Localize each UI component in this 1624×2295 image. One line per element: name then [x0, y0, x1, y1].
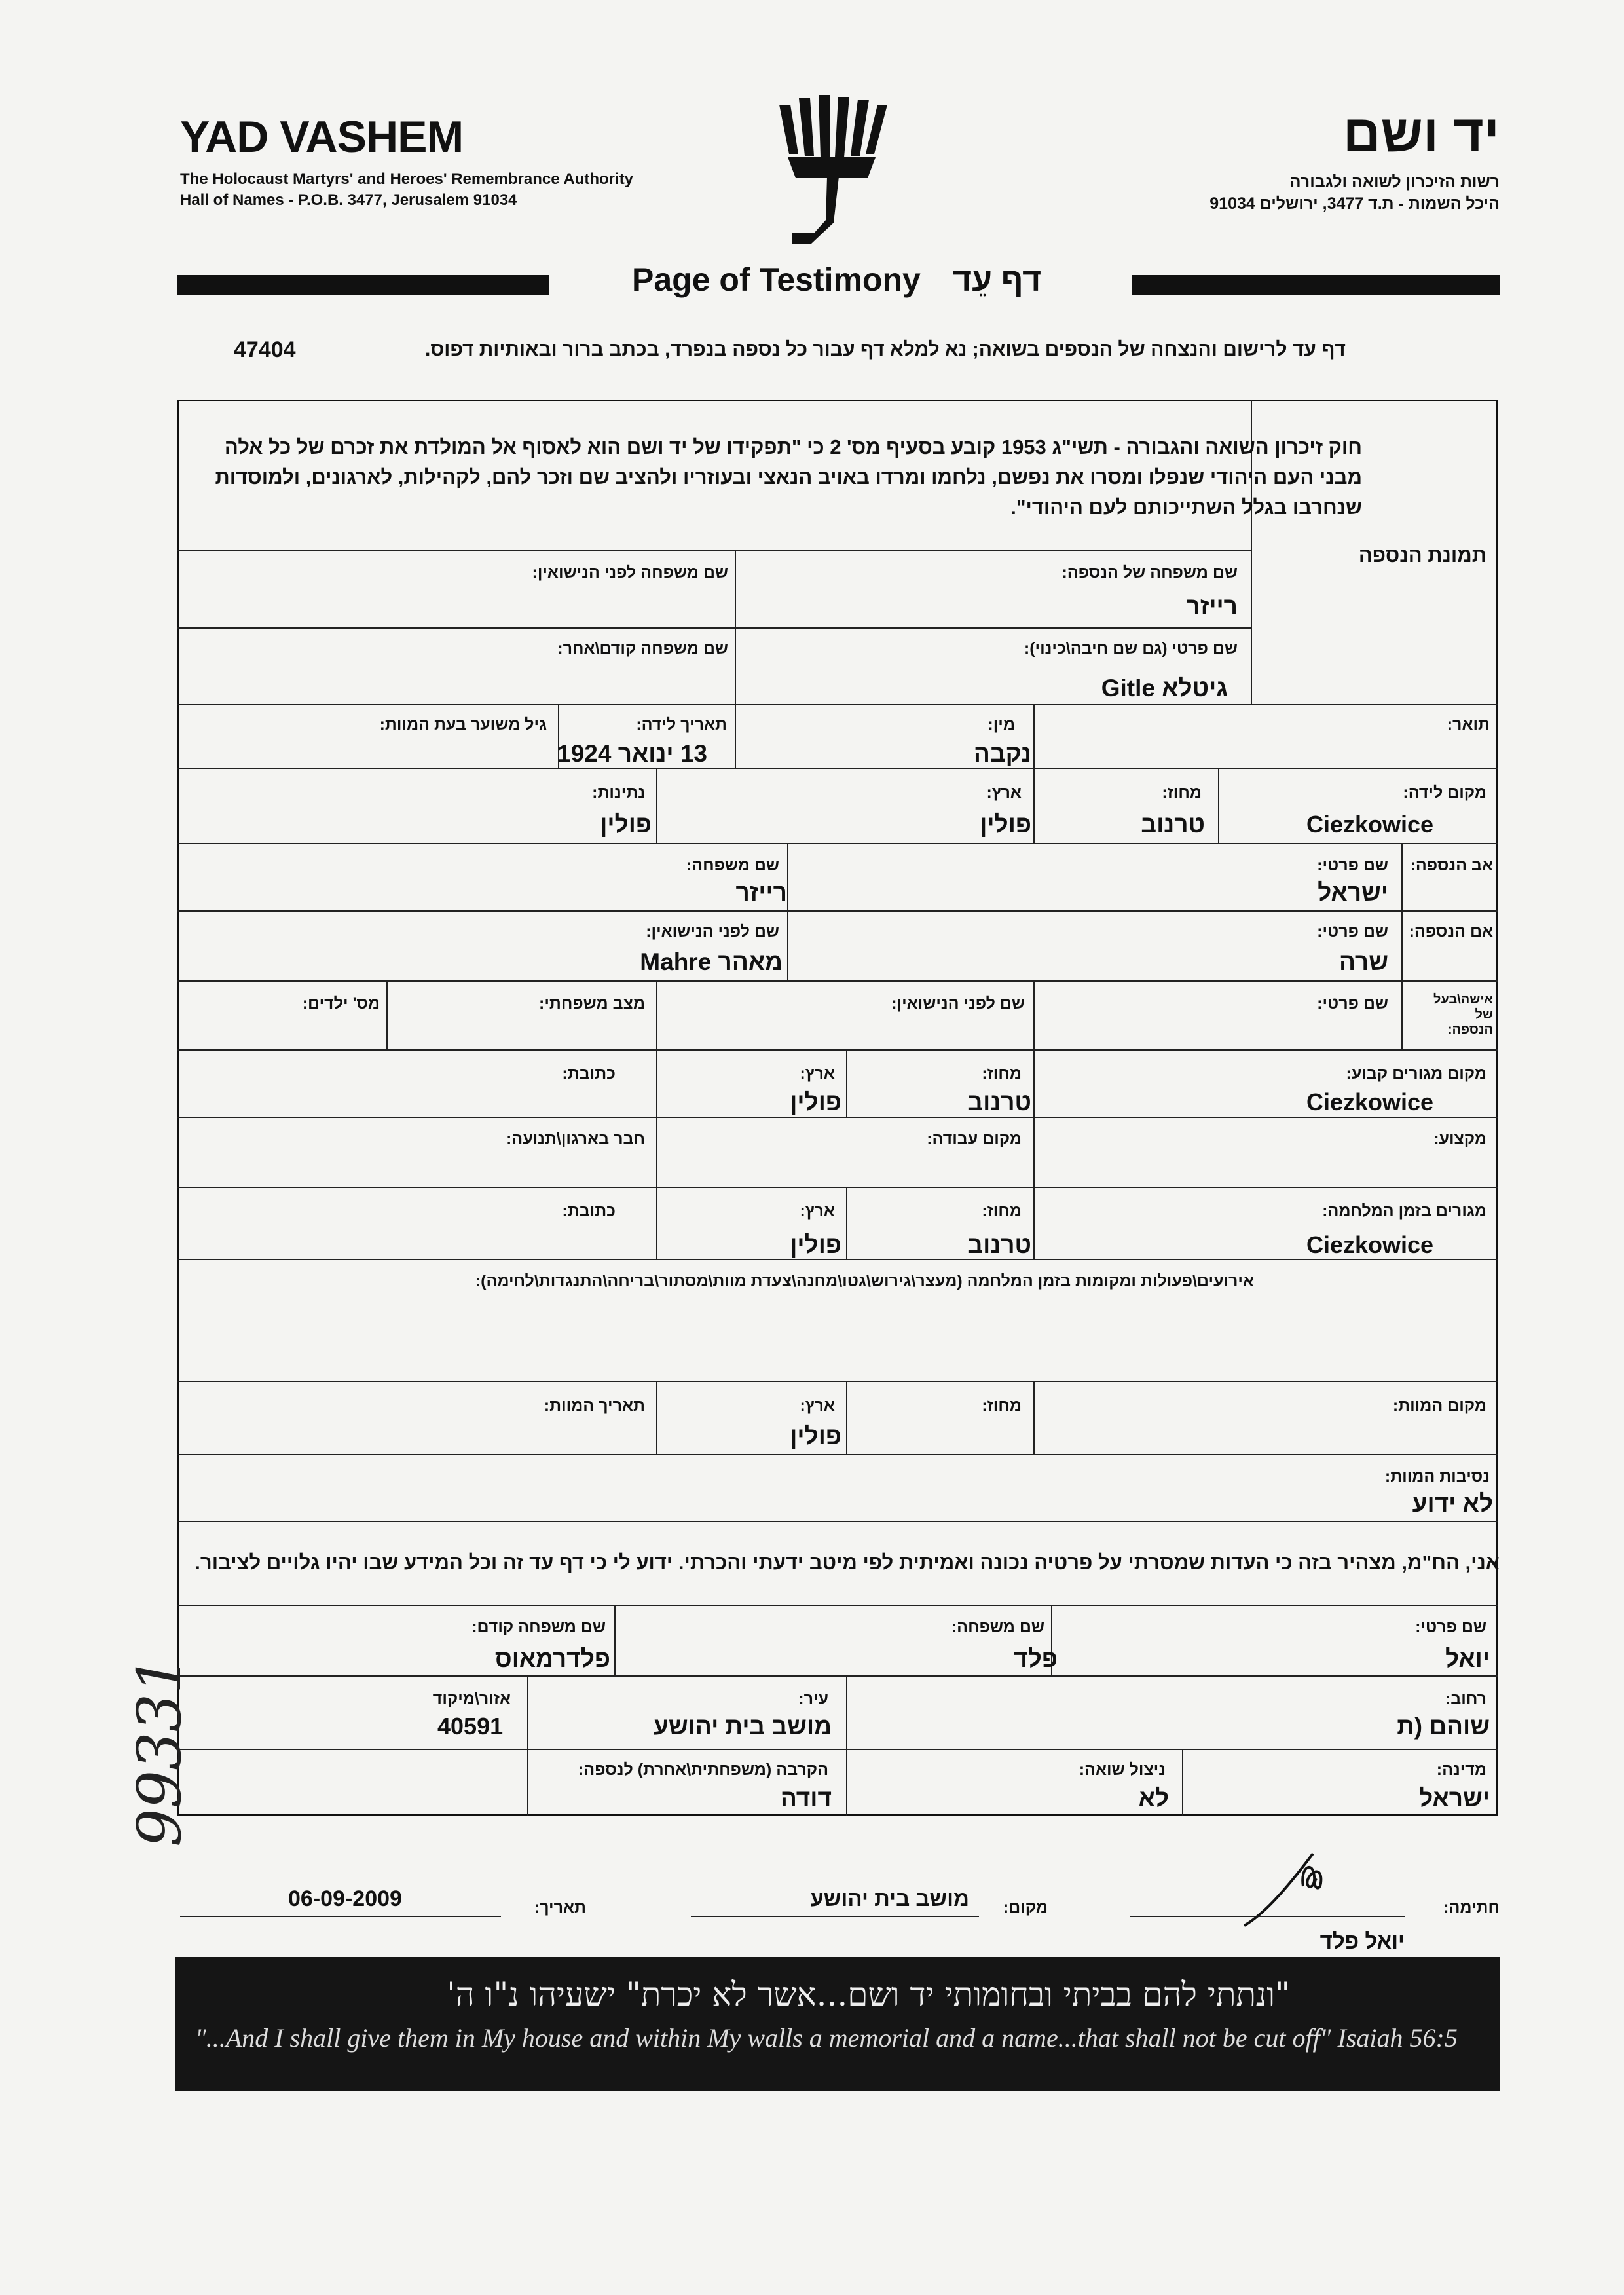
signature-label: חתימה: [1443, 1898, 1500, 1916]
row-line [177, 980, 1498, 982]
col-line [1401, 843, 1403, 1049]
first-name-label: שם פרטי (גם שם חיבה\כינוי): [1024, 639, 1238, 658]
hebrew-subtitle [1209, 172, 1500, 215]
city-label: עיר: [798, 1690, 828, 1708]
war-residence-label: מגורים בזמן המלחמה: [1322, 1202, 1486, 1220]
relation-label: הקרבה (משפחתית\אחרת) לנספה: [578, 1761, 828, 1779]
submitter-surname-value[interactable]: פלד [1014, 1645, 1058, 1672]
row-line [177, 1049, 1498, 1051]
father-first-label: שם פרטי: [1317, 856, 1388, 874]
margin-handwritten-number: 99331 [124, 1655, 194, 1847]
col-line [656, 1187, 657, 1259]
war-district-label: מחוז: [982, 1202, 1022, 1220]
row-line [177, 1749, 1498, 1750]
submitter-first-label: שם פרטי: [1415, 1618, 1486, 1636]
war-address-label: כתובת: [562, 1202, 616, 1220]
row-line [177, 1117, 1498, 1118]
col-line [1033, 980, 1035, 1049]
place-value[interactable]: מושב בית יהושע [810, 1886, 969, 1911]
family-name-label: שם משפחה של הנספה: [1061, 563, 1238, 582]
war-country-label: ארץ: [800, 1202, 835, 1220]
father-first-value[interactable]: ישראל [1318, 879, 1388, 906]
profession-label: מקצוע: [1433, 1130, 1486, 1148]
spouse-first-label: שם פרטי: [1317, 994, 1388, 1013]
footer-english-quote: "...And I shall give them in My house and within My walls a memorial and a name...that shall not be cut off" Isaiah 56:5 [195, 2023, 1458, 2053]
place-line [691, 1916, 979, 1917]
relation-value[interactable]: דודה [780, 1785, 832, 1812]
perm-country-value[interactable]: פולין [790, 1089, 841, 1115]
header-bar-right [1132, 275, 1500, 295]
perm-district-value[interactable]: טרנוב [967, 1089, 1031, 1115]
row-line [177, 1187, 1498, 1188]
member-label: חבר בארגון\תנועה: [506, 1130, 645, 1148]
row-line [177, 1605, 1498, 1606]
gender-value[interactable]: נקבה [973, 740, 1031, 767]
document-number: 47404 [234, 337, 296, 362]
row-line [177, 1521, 1498, 1522]
submitter-prev-surname-value[interactable]: פלדרמאוס [494, 1645, 610, 1672]
row-line [177, 910, 1498, 912]
death-country-label: ארץ: [800, 1396, 835, 1415]
children-label: מס' ילדים: [302, 994, 380, 1013]
row-line [177, 1454, 1498, 1455]
zip-value[interactable]: 40591 [437, 1713, 504, 1740]
nationality-value[interactable]: פולין [600, 811, 652, 838]
submitter-surname-label: שם משפחה: [951, 1618, 1044, 1636]
col-line [846, 1187, 847, 1259]
col-line [656, 1381, 657, 1454]
col-line [527, 1675, 528, 1816]
death-place-label: מקום המוות: [1392, 1396, 1486, 1415]
page-title-english: Page of Testimony [632, 261, 921, 298]
hebrew-subtitle-line-1: רשות הזיכרון לשואה ולגבורה [1289, 173, 1500, 191]
mother-first-value[interactable]: שרה [1338, 948, 1388, 975]
yad-vashem-logo-icon [776, 92, 887, 262]
page-title-hebrew: דף עֵד [953, 261, 1042, 298]
col-line [1182, 1749, 1183, 1816]
title-label: תואר: [1447, 715, 1490, 734]
father-label: אב הנספה: [1410, 856, 1493, 874]
city-value[interactable]: מושב בית יהושע [654, 1713, 832, 1740]
col-line [386, 980, 388, 1049]
yad-vashem-hebrew-title: יד ושם [1342, 104, 1500, 162]
submitter-first-value[interactable]: יואל [1445, 1645, 1490, 1672]
date-label: תאריך: [534, 1898, 586, 1916]
first-name-value[interactable]: גיטלא Gitle [1101, 675, 1228, 701]
death-circumstances-value[interactable]: לא ידוע [1412, 1490, 1493, 1517]
col-line [787, 843, 788, 980]
death-country-value[interactable]: פולין [790, 1423, 841, 1449]
english-subtitle-line-2: Hall of Names - P.O.B. 3477, Jerusalem 91034 [180, 191, 517, 209]
birth-country-label: ארץ: [986, 783, 1022, 802]
perm-country-label: ארץ: [800, 1064, 835, 1083]
signature-icon [1241, 1840, 1372, 1932]
col-line [1218, 768, 1219, 843]
mother-label: אם הנספה: [1409, 922, 1493, 941]
family-name-value[interactable]: רייזר [1186, 593, 1238, 620]
instructions-text: דף עד לרישום והנצחה של הנספים בשואה; נא למלא דף עבור כל נספה בנפרד, בכתב ברור ובאותיות דפוס. [424, 339, 1346, 360]
hebrew-subtitle-line-2: היכל השמות - ת.ד 3477, ירושלים 91034 [1209, 195, 1500, 213]
birth-country-value[interactable]: פולין [980, 811, 1031, 838]
row-line [177, 843, 1498, 844]
birth-date-value[interactable]: 13 ינואר 1924 [557, 740, 707, 767]
col-line [614, 1605, 616, 1675]
english-subtitle [180, 169, 633, 211]
survivor-label: ניצול שואה: [1079, 1761, 1166, 1779]
father-surname-value[interactable]: רייזר [735, 879, 787, 906]
row-line [177, 550, 1251, 551]
birth-place-value[interactable]: Ciezkowice [1306, 811, 1434, 838]
row-line [177, 627, 1251, 629]
spouse-maiden-label: שם לפני הנישואין: [891, 994, 1025, 1013]
state-label: מדינה: [1436, 1761, 1486, 1779]
row-line [177, 704, 1498, 705]
date-line [180, 1916, 501, 1917]
row-line [177, 1259, 1498, 1260]
col-line [656, 980, 657, 1049]
submitter-prev-surname-label: שם משפחה קודם: [471, 1618, 606, 1636]
birth-district-value[interactable]: טרנוב [1141, 811, 1205, 838]
footer-hebrew-quote: "ונתתי להם בביתי ובחומותי יד ושם...אשר לא יכרת" ישעיהו נ"ו ה' [447, 1975, 1290, 2013]
workplace-label: מקום עבודה: [927, 1130, 1022, 1148]
col-line [735, 550, 736, 704]
col-line [846, 1381, 847, 1454]
col-line [1033, 1049, 1035, 1117]
perm-address-label: כתובת: [562, 1064, 616, 1083]
events-label: אירועים\פעולות ומקומות בזמן המלחמה (מעצר\גירוש\גטו\מחנה\צעדת מוות\מסתור\בריחה\התנגדות\לחימה): [475, 1272, 1254, 1290]
marital-status-label: מצב משפחתי: [539, 994, 645, 1013]
col-line [846, 1675, 847, 1816]
nationality-label: נתינות: [592, 783, 645, 802]
signer-name: יואל פלד [1320, 1929, 1405, 1953]
street-label: רחוב: [1445, 1690, 1486, 1708]
birth-district-label: מחוז: [1162, 783, 1202, 802]
state-value[interactable]: ישראל [1419, 1785, 1490, 1812]
col-line [656, 1049, 657, 1187]
perm-district-label: מחוז: [982, 1064, 1022, 1083]
gender-label: מין: [987, 715, 1015, 734]
death-date-label: תאריך המוות: [544, 1396, 645, 1415]
mother-first-label: שם פרטי: [1317, 922, 1388, 941]
mother-maiden-label: שם לפני הנישואין: [646, 922, 779, 941]
declaration-text: אני, הח"מ, מצהיר בזה כי העדות שמסרתי על פרטיה נכונה ואמיתית לפי מיטב ידעתי והכרתי. ידוע לי כי דף עד זה וכל המידע שבו יהיו גלויים לציבור. [194, 1551, 1500, 1574]
war-district-value[interactable]: טרנוב [967, 1231, 1031, 1258]
row-line [177, 1675, 1498, 1677]
birth-date-label: תאריך לידה: [636, 715, 727, 734]
perm-residence-value[interactable]: Ciezkowice [1306, 1089, 1434, 1115]
father-surname-label: שם משפחה: [686, 856, 779, 874]
spouse-label: אישה\בעל של הנספה: [1433, 992, 1493, 1037]
row-line [177, 1381, 1498, 1382]
yad-vashem-english-title: YAD VASHEM [180, 112, 464, 162]
war-country-value[interactable]: פולין [790, 1231, 841, 1258]
col-line [1033, 1187, 1035, 1259]
war-residence-value[interactable]: Ciezkowice [1306, 1231, 1434, 1258]
col-line [1033, 768, 1035, 843]
mother-maiden-value[interactable]: מאהר Mahre [640, 948, 783, 975]
col-line [846, 1049, 847, 1117]
header-bar-left [177, 275, 549, 295]
row-line [177, 768, 1498, 769]
birth-place-label: מקום לידה: [1403, 783, 1486, 802]
maiden-name-label: שם משפחה לפני הנישואין: [532, 563, 728, 582]
col-line [656, 768, 657, 843]
col-line [1033, 1117, 1035, 1187]
death-circumstances-label: נסיבות המוות: [1384, 1467, 1490, 1485]
previous-name-label: שם משפחה קודם\אחר: [557, 639, 728, 658]
death-district-label: מחוז: [982, 1396, 1022, 1415]
street-value[interactable]: שוהם (ת [1397, 1713, 1490, 1740]
col-line [1033, 704, 1035, 768]
footer-quote-band [175, 1957, 1500, 2091]
law-text: חוק זיכרון השואה והגבורה - תשי"ג 1953 קובע בסעיף מס' 2 כי "תפקידו של יד ושם הוא לאסוף אל המולדת את זכרם של כל אלה מבני העם היהודי שנפלו ומסרו את נפשם, נלחמו ומרדו באויב הנאצי ובעוזריו ולהציב שם וזכר להם, לקהילות, לארגונים, ולמוסדות שנחרבו בגלל השתייכותם לעם היהודי". [215, 436, 1362, 519]
date-value[interactable]: 06-09-2009 [288, 1886, 402, 1911]
perm-residence-label: מקום מגורים קבוע: [1346, 1064, 1486, 1083]
photo-label: תמונת הנספה [1358, 544, 1486, 567]
age-label: גיל משוער בעת המוות: [379, 715, 547, 734]
col-line [1033, 1381, 1035, 1454]
zip-label: אזור\מיקוד [432, 1690, 511, 1708]
survivor-value[interactable]: לא [1138, 1785, 1169, 1812]
english-subtitle-line-1: The Holocaust Martyrs' and Heroes' Remembrance Authority [180, 170, 634, 188]
place-label: מקום: [1003, 1898, 1048, 1916]
col-line [735, 704, 736, 768]
